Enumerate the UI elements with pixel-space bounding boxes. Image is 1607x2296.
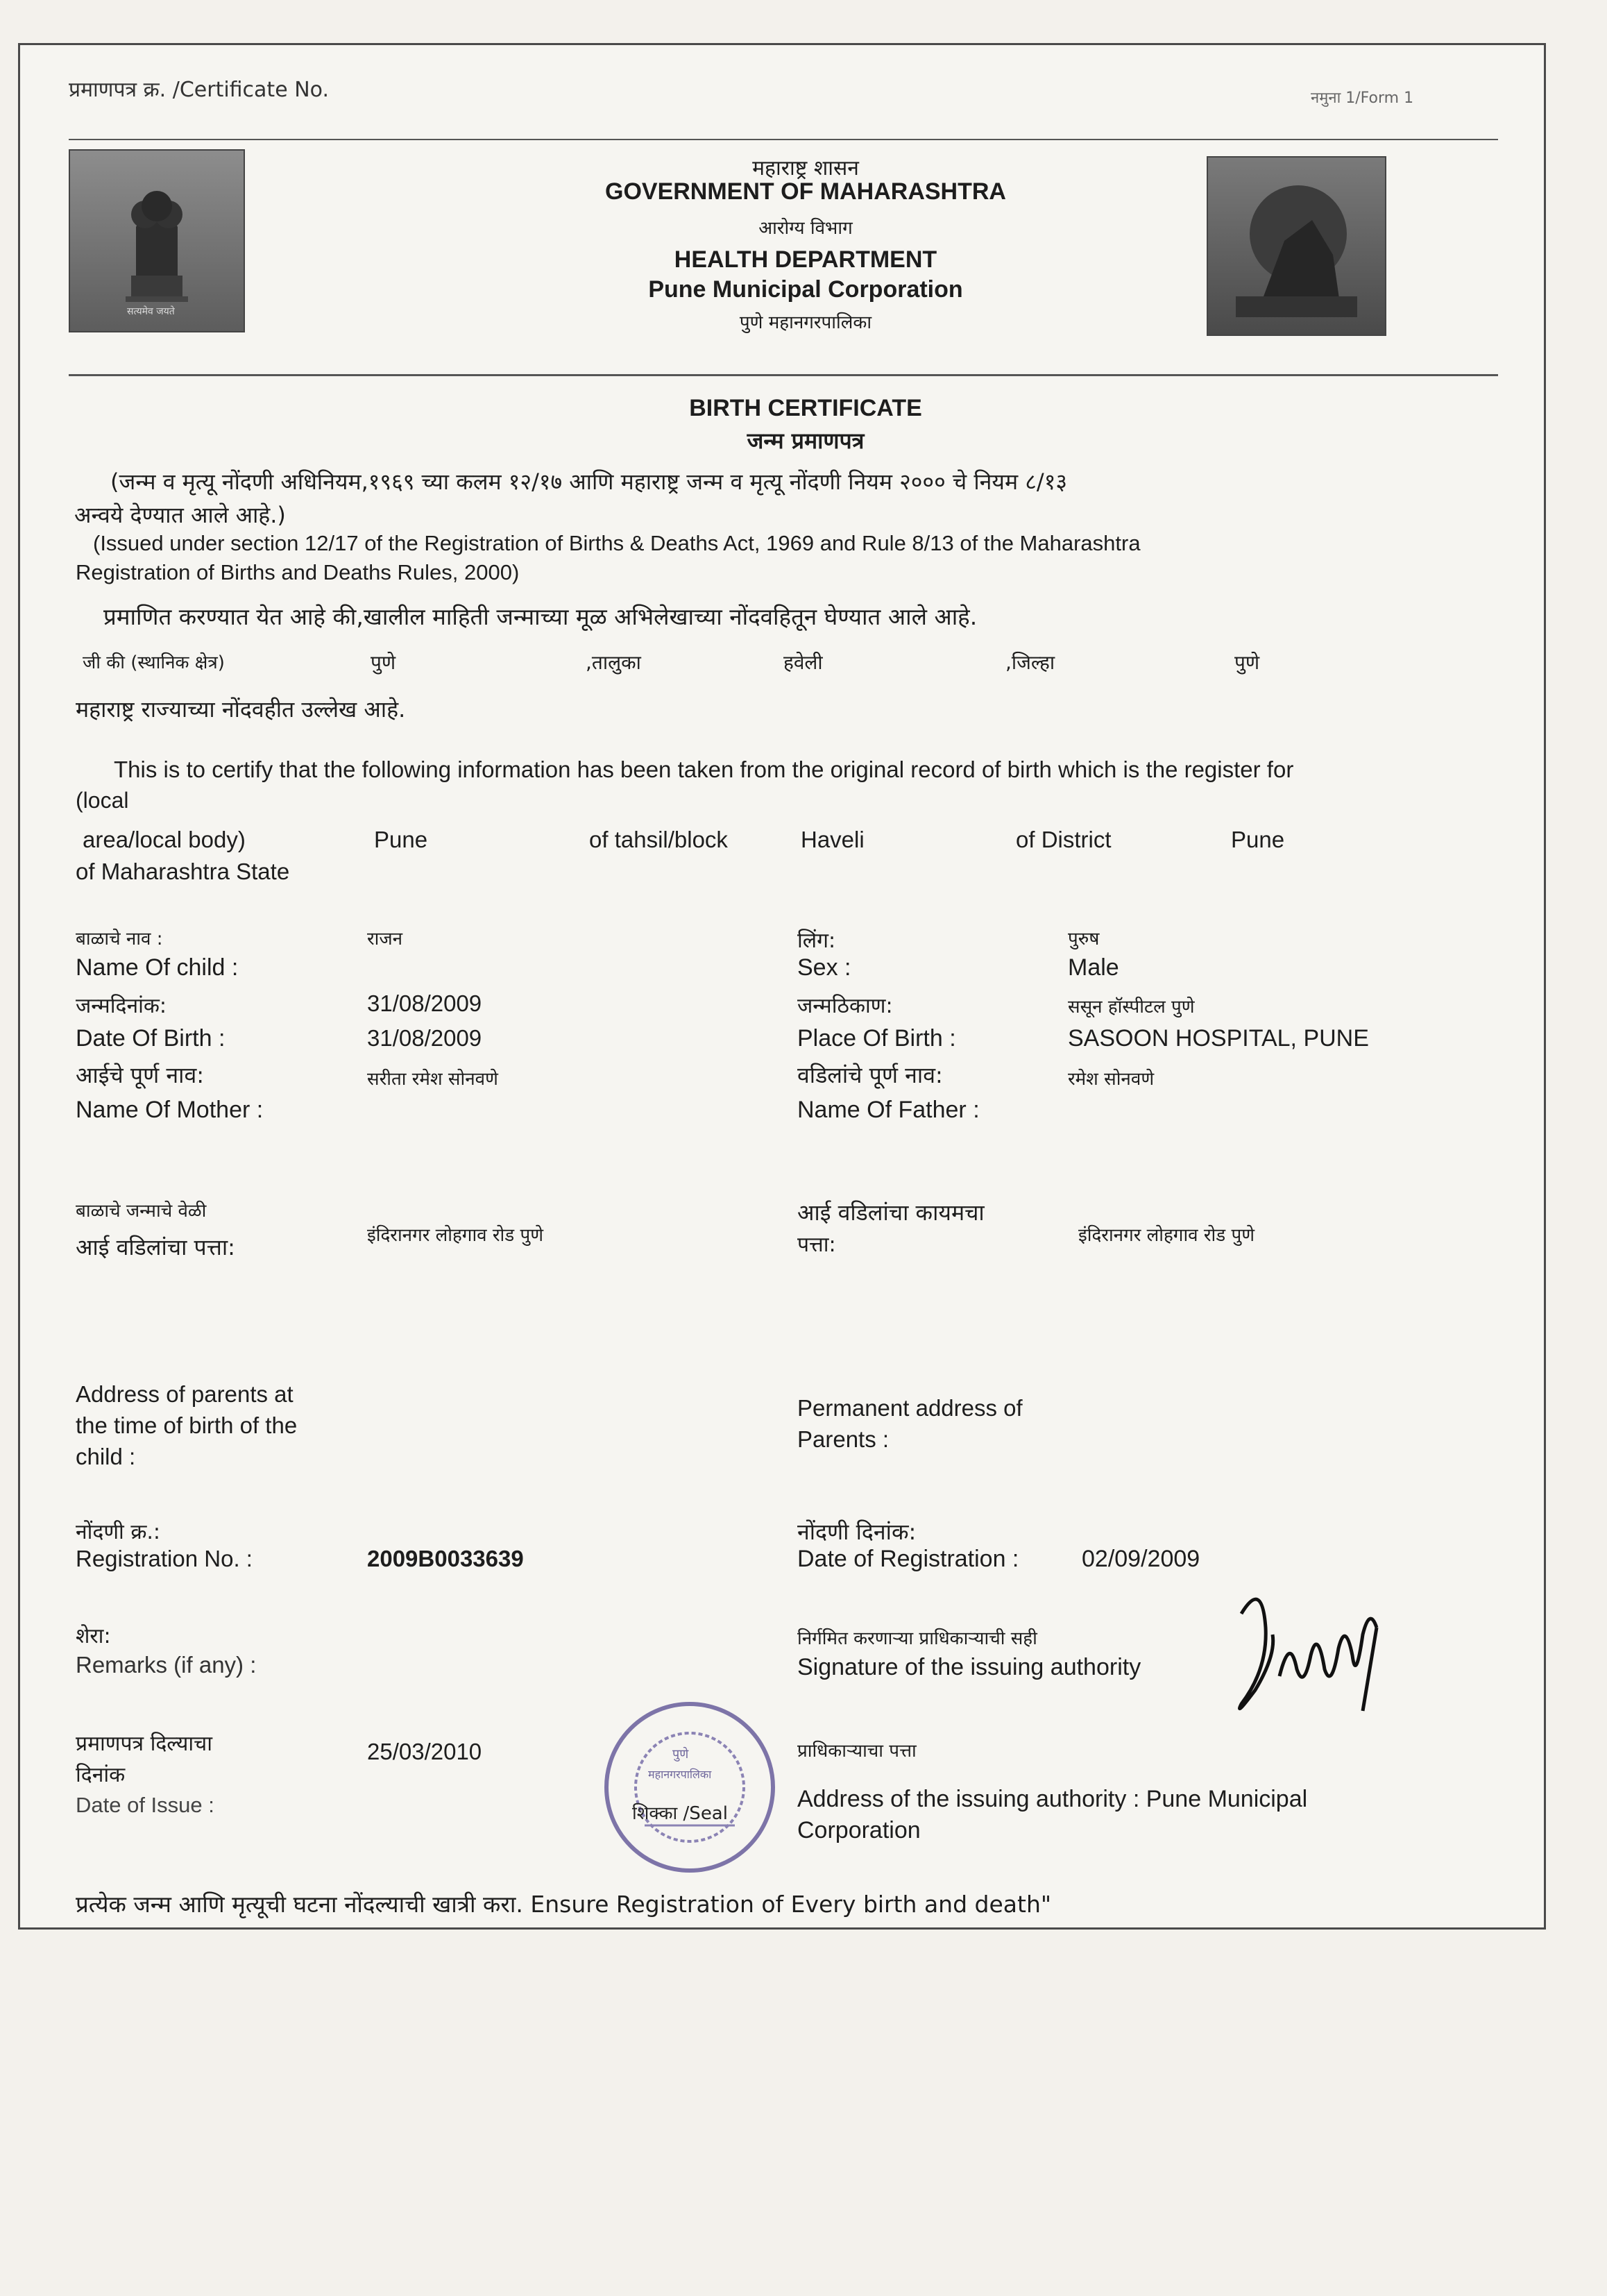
- area-label-english: area/local body): [83, 827, 246, 852]
- pob-label-marathi: जन्मठिकाण:: [797, 994, 893, 1018]
- certificate-sheet: [18, 43, 1546, 1930]
- address-perm-value: इंदिरानगर लोहगाव रोड पुणे: [1078, 1225, 1255, 1246]
- remarks-label-marathi: शेरा:: [76, 1624, 111, 1648]
- mother-label-marathi: आईचे पूर्ण नाव:: [76, 1062, 205, 1088]
- child-name-label-marathi: बाळाचे नाव :: [76, 929, 163, 949]
- address-birth-label-english-3: child :: [76, 1444, 136, 1469]
- corporation-english: Pune Municipal Corporation: [648, 276, 963, 303]
- header-rule: [69, 374, 1498, 376]
- certify-english-line-1: This is to certify that the following information has been taken from the original record of birth which is the register for: [114, 757, 1294, 782]
- intro-marathi-line-1: (जन्म व मृत्यू नोंदणी अधिनियम,१९६९ च्या कलम १२/१७ आणि महाराष्ट्र जन्म व मृत्यू नोंदणी नियम २००० चे नियम ८/१३: [110, 469, 1067, 495]
- signature-label-marathi: निर्गमित करणाऱ्या प्राधिकाऱ्याची सही: [797, 1628, 1037, 1649]
- dob-value-2: 31/08/2009: [367, 1025, 482, 1051]
- sex-label-marathi: लिंग:: [797, 929, 836, 953]
- father-label-marathi: वडिलांचे पूर्ण नाव:: [797, 1062, 943, 1088]
- top-rule: [69, 139, 1498, 140]
- taluka-value-marathi: हवेली: [783, 651, 823, 674]
- authority-address-label-marathi: प्राधिकाऱ्याचा पत्ता: [797, 1741, 917, 1762]
- sex-value-english: Male: [1068, 954, 1119, 981]
- certify-marathi: प्रमाणित करण्यात येत आहे की,खालील माहिती जन्माच्या मूळ अभिलेखाच्या नोंदवहितून घेण्यात आले आहे.: [103, 603, 978, 630]
- reg-date-value: 02/09/2009: [1082, 1546, 1200, 1572]
- certify-english-line-2: (local: [76, 788, 129, 813]
- authority-signature: [1214, 1551, 1394, 1725]
- authority-address-line-2: Corporation: [797, 1817, 921, 1843]
- dob-label-english: Date Of Birth :: [76, 1025, 226, 1052]
- child-name-value: राजन: [367, 929, 403, 949]
- father-value: रमेश सोनवणे: [1068, 1069, 1155, 1090]
- remarks-label-english: Remarks (if any) :: [76, 1652, 257, 1678]
- area-label-marathi: जी की (स्थानिक क्षेत्र): [83, 652, 225, 673]
- corporation-marathi: पुणे महानगरपालिका: [739, 312, 872, 333]
- reg-date-label-english: Date of Registration :: [797, 1546, 1019, 1572]
- footer-slogan: प्रत्येक जन्म आणि मृत्यूची घटना नोंदल्याची खात्री करा. Ensure Registration of Every birth and death": [76, 1891, 1052, 1918]
- seal-text-2: महानगरपालिका: [648, 1768, 712, 1781]
- sex-label-english: Sex :: [797, 954, 851, 981]
- state-english: of Maharashtra State: [76, 859, 290, 884]
- reg-date-label-marathi: नोंदणी दिनांक:: [797, 1519, 917, 1545]
- issue-date-value: 25/03/2010: [367, 1739, 482, 1764]
- reg-no-label-english: Registration No. :: [76, 1546, 253, 1571]
- address-birth-label-marathi-2: आई वडिलांचा पत्ता:: [76, 1234, 235, 1260]
- pob-value-english: SASOON HOSPITAL, PUNE: [1068, 1025, 1369, 1052]
- sex-value-marathi: पुरुष: [1068, 929, 1100, 949]
- address-perm-label-english-2: Parents :: [797, 1426, 890, 1452]
- district-value-marathi: पुणे: [1234, 651, 1260, 674]
- issue-date-label-marathi-2: दिनांक: [76, 1763, 126, 1787]
- dob-label-marathi: जन्मदिनांक:: [76, 994, 167, 1018]
- area-value-english: Pune: [374, 827, 428, 852]
- district-label-english: of District: [1016, 827, 1112, 852]
- signature-label-english: Signature of the issuing authority: [797, 1654, 1141, 1680]
- corporation-seal: [596, 1694, 783, 1881]
- address-birth-label-english-2: the time of birth of the: [76, 1412, 298, 1438]
- tahsil-label-english: of tahsil/block: [589, 827, 728, 852]
- pob-value-marathi: ससून हॉस्पीटल पुणे: [1068, 997, 1195, 1018]
- state-marathi: महाराष्ट्र राज्याच्या नोंदवहीत उल्लेख आहे.: [76, 696, 406, 723]
- intro-english-line-2: Registration of Births and Deaths Rules, 2000): [76, 560, 520, 584]
- district-label-marathi: ,जिल्हा: [1005, 651, 1055, 674]
- certificate-title: BIRTH CERTIFICATE: [689, 395, 922, 421]
- intro-marathi-line-2: अन्वये देण्यात आले आहे.): [74, 502, 286, 528]
- district-value-english: Pune: [1231, 827, 1285, 852]
- father-label-english: Name Of Father :: [797, 1097, 980, 1123]
- address-perm-label-marathi-2: पत्ता:: [797, 1233, 836, 1257]
- child-name-label-english: Name Of child :: [76, 954, 239, 981]
- seal-label: शिक्का /Seal: [632, 1803, 728, 1824]
- area-value-marathi: पुणे: [371, 651, 396, 674]
- address-birth-label-marathi-1: बाळाचे जन्माचे वेळी: [76, 1201, 207, 1222]
- certificate-no-label: प्रमाणपत्र क्र. /Certificate No.: [69, 78, 329, 102]
- emblem-caption: सत्यमेव जयते: [127, 306, 175, 317]
- certificate-title-marathi: जन्म प्रमाणपत्र: [747, 428, 865, 454]
- dept-english: HEALTH DEPARTMENT: [674, 246, 937, 273]
- tahsil-value-english: Haveli: [801, 827, 865, 852]
- dept-marathi: आरोग्य विभाग: [758, 218, 853, 239]
- intro-english-line-1: (Issued under section 12/17 of the Registration of Births & Deaths Act, 1969 and Rule 8/13 of the Maharashtra: [93, 531, 1141, 555]
- address-perm-label-english-1: Permanent address of: [797, 1395, 1023, 1421]
- gov-marathi: महाराष्ट्र शासन: [752, 156, 859, 180]
- issue-date-label-english: Date of Issue :: [76, 1793, 214, 1817]
- issue-date-label-marathi-1: प्रमाणपत्र दिल्याचा: [76, 1732, 213, 1756]
- authority-address-line-1: Address of the issuing authority : Pune Municipal: [797, 1786, 1308, 1812]
- reg-no-label-marathi: नोंदणी क्र.:: [76, 1520, 161, 1544]
- seal-text-1: पुणे: [672, 1747, 689, 1762]
- dob-value-1: 31/08/2009: [367, 990, 482, 1016]
- mother-label-english: Name Of Mother :: [76, 1097, 264, 1123]
- mother-value: सरीता रमेश सोनवणे: [367, 1069, 498, 1090]
- taluka-label-marathi: ,तालुका: [586, 651, 641, 674]
- address-perm-label-marathi-1: आई वडिलांचा कायमचा: [797, 1199, 985, 1226]
- gov-english: GOVERNMENT OF MAHARASHTRA: [605, 178, 1006, 205]
- pob-label-english: Place Of Birth :: [797, 1025, 956, 1052]
- address-birth-value: इंदिरानगर लोहगाव रोड पुणे: [367, 1225, 544, 1246]
- reg-no-value: 2009B0033639: [367, 1546, 524, 1571]
- form-number: नमुना 1/Form 1: [1311, 90, 1414, 107]
- address-birth-label-english-1: Address of parents at: [76, 1381, 294, 1407]
